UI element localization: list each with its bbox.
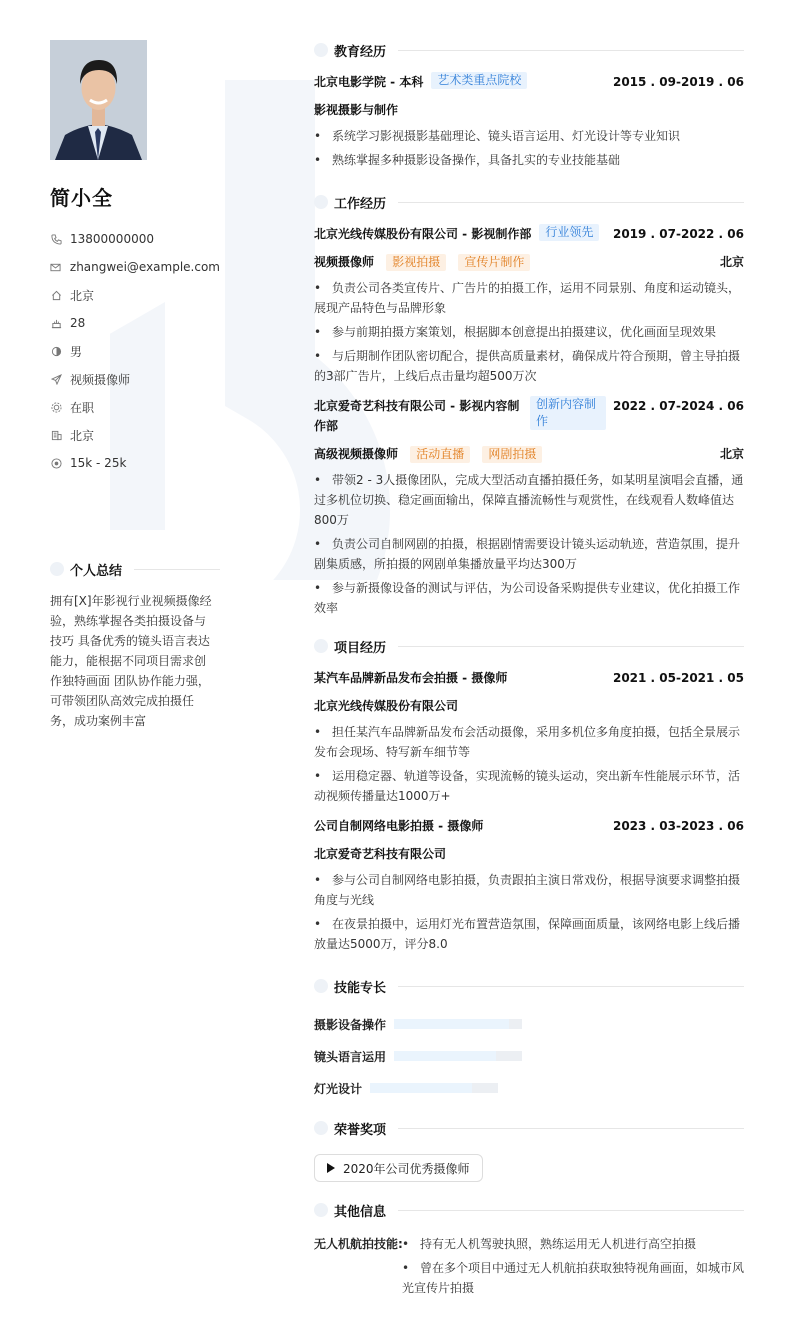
avatar: [50, 40, 147, 160]
salary-text: 15k - 25k: [70, 456, 127, 470]
other-bullets: [402, 1234, 744, 1302]
project-company: 北京爱奇艺科技有限公司: [314, 847, 447, 861]
list-item: • 参与公司自制网络电影拍摄，负责跟拍主演日常戏份，根据导演要求调整拍摄角度与光线: [314, 870, 744, 910]
skill-level-fill: [394, 1019, 509, 1029]
skill-level-fill: [370, 1083, 472, 1093]
age-text: 28: [70, 316, 86, 330]
role-tag: 活动直播: [410, 446, 470, 463]
skills-list: [314, 1008, 744, 1104]
skills-section-title: 技能专长: [314, 974, 744, 998]
school-name: 北京电影学院 - 本科: [314, 75, 424, 89]
info-salary: [50, 449, 220, 477]
work-bullets: [314, 470, 744, 618]
phone-icon: [50, 233, 62, 245]
skill-level-bar: [394, 1019, 522, 1029]
job-city: 北京: [719, 255, 744, 269]
job-role: 视频摄像师: [314, 255, 375, 269]
play-icon: [327, 1163, 335, 1173]
school-tag: 艺术类重点院校: [431, 72, 527, 89]
job-role: 高级视频摄像师: [314, 447, 399, 461]
list-item: • 参与前期拍摄方案策划，根据脚本创意提出拍摄建议，优化画面呈现效果: [314, 322, 744, 342]
location-text: 北京: [70, 428, 95, 443]
section-dot-icon: [314, 1203, 328, 1217]
list-item: • 带领2 - 3人摄像团队，完成大型活动直播拍摄任务，如某明星演唱会直播，通过多机位切换、稳定画面输出，保障直播流畅性与观赏性，在线观看人数峰值达800万: [314, 470, 744, 530]
other-info: [314, 1234, 744, 1302]
other-section-title: 其他信息: [314, 1198, 744, 1222]
cake-icon: [50, 317, 62, 329]
company-name: 北京爱奇艺科技有限公司 - 影视内容制作部: [314, 399, 520, 433]
status-text: 在职: [70, 400, 95, 415]
section-dot-icon: [314, 1121, 328, 1135]
left-column: [50, 40, 220, 731]
skill-item: [314, 1008, 535, 1040]
list-item: • 持有无人机驾驶执照，熟练运用无人机进行高空拍摄: [402, 1234, 744, 1254]
skill-item: [314, 1040, 535, 1072]
education-date: 2015 . 09-2019 . 06: [612, 75, 744, 89]
project-entry: [314, 816, 744, 954]
other-section: [314, 1198, 744, 1302]
email-text: zhangwei@example.com: [69, 260, 220, 274]
work-date: 2022 . 07-2024 . 06: [612, 399, 744, 413]
work-entry: [314, 224, 744, 386]
section-dot-icon: [50, 562, 64, 576]
project-name: 某汽车品牌新品发布会拍摄 - 摄像师: [314, 671, 508, 685]
gender-text: 男: [70, 344, 83, 359]
job-city: 北京: [719, 447, 744, 461]
list-item: • 在夜景拍摄中，运用灯光布置营造氛围，保障画面质量，该网络电影上线后播放量达5000万，评分8.0: [314, 914, 744, 954]
skill-name: 摄影设备操作: [314, 1017, 387, 1032]
company-name: 北京光线传媒股份有限公司 - 影视制作部: [314, 227, 532, 241]
company-tag: 行业领先: [539, 224, 599, 241]
project-name: 公司自制网络电影拍摄 - 摄像师: [314, 819, 484, 833]
summary-text: 拥有[X]年影视行业视频摄像经验，熟练掌握各类拍摄设备与技巧 具备优秀的镜头语言表达能力，能根据不同项目需求创作独特画面 团队协作能力强，可带领团队高效完成拍摄任务，成功案例丰富: [50, 594, 212, 728]
list-item: • 运用稳定器、轨道等设备，实现流畅的镜头运动，突出新车性能展示环节，活动视频传播量达1000万+: [314, 766, 744, 806]
info-status: [50, 393, 220, 421]
info-age: [50, 309, 220, 337]
list-item: • 负责公司自制网剧的拍摄，根据剧情需要设计镜头运动轨迹，营造氛围，提升剧集质感，所拍摄的网剧单集播放量平均达300万: [314, 534, 744, 574]
work-section: [314, 190, 744, 618]
info-email: [50, 253, 220, 281]
info-location: [50, 421, 220, 449]
skill-name: 灯光设计: [314, 1081, 363, 1096]
mail-icon: [50, 261, 62, 273]
awards-section-title: 荣誉奖项: [314, 1116, 744, 1140]
contact-info: [50, 225, 220, 477]
status-icon: [50, 401, 62, 413]
work-section-title: 工作经历: [314, 190, 744, 214]
skills-section: [314, 974, 744, 1104]
education-entry: [314, 72, 744, 170]
list-item: • 系统学习影视摄影基础理论、镜头语言运用、灯光设计等专业知识: [314, 126, 744, 146]
project-bullets: [314, 870, 744, 954]
candidate-name: 简小全: [50, 186, 113, 210]
city-text: 北京: [70, 288, 95, 303]
list-item: • 参与新摄像设备的测试与评估，为公司设备采购提供专业建议，优化拍摄工作效率: [314, 578, 744, 618]
project-date: 2023 . 03-2023 . 06: [612, 819, 744, 833]
skill-level-bar: [394, 1051, 522, 1061]
section-dot-icon: [314, 43, 328, 57]
role-tag: 宣传片制作: [458, 254, 530, 271]
list-item: • 担任某汽车品牌新品发布会活动摄像，采用多机位多角度拍摄，包括全景展示发布会现场、特写新车细节等: [314, 722, 744, 762]
role-tag: 影视拍摄: [386, 254, 446, 271]
work-bullets: [314, 278, 744, 386]
awards-section: [314, 1116, 744, 1182]
skill-level-fill: [394, 1051, 496, 1061]
education-bullets: [314, 126, 744, 170]
summary-section-title: 个人总结: [50, 557, 220, 581]
gender-icon: [50, 345, 62, 357]
work-entry: [314, 396, 744, 618]
skill-item: [314, 1072, 535, 1104]
section-dot-icon: [314, 195, 328, 209]
position-text: 视频摄像师: [70, 372, 131, 387]
role-tag: 网剧拍摄: [482, 446, 542, 463]
project-entry: [314, 668, 744, 806]
award-text: 2020年公司优秀摄像师: [343, 1161, 470, 1176]
list-item: • 熟练掌握多种摄影设备操作，具备扎实的专业技能基础: [314, 150, 744, 170]
info-position: [50, 365, 220, 393]
send-icon: [50, 373, 62, 385]
section-dot-icon: [314, 639, 328, 653]
education-section-title: 教育经历: [314, 38, 744, 62]
section-dot-icon: [314, 979, 328, 993]
project-company: 北京光线传媒股份有限公司: [314, 699, 459, 713]
project-date: 2021 . 05-2021 . 05: [612, 671, 744, 685]
list-item: • 曾在多个项目中通过无人机航拍获取独特视角画面，如城市风光宣传片拍摄: [402, 1258, 744, 1298]
list-item: • 与后期制作团队密切配合，提供高质量素材，确保成片符合预期，曾主导拍摄的3部广告片，上线后点击量均超500万次: [314, 346, 744, 386]
other-label: 无人机航拍技能:: [314, 1237, 403, 1251]
work-date: 2019 . 07-2022 . 06: [612, 227, 744, 241]
list-item: • 负责公司各类宣传片、广告片的拍摄工作，运用不同景别、角度和运动镜头，展现产品特色与品牌形象: [314, 278, 744, 318]
info-phone: [50, 225, 220, 253]
projects-section: [314, 634, 744, 954]
award-item[interactable]: [314, 1154, 483, 1182]
info-gender: [50, 337, 220, 365]
skill-name: 镜头语言运用: [314, 1049, 387, 1064]
project-bullets: [314, 722, 744, 806]
right-column: [314, 38, 744, 1308]
building-icon: [50, 429, 62, 441]
projects-section-title: 项目经历: [314, 634, 744, 658]
skill-level-bar: [370, 1083, 498, 1093]
salary-icon: [50, 457, 62, 469]
info-city: [50, 281, 220, 309]
phone-text: 13800000000: [70, 232, 154, 246]
home-icon: [50, 289, 62, 301]
major: 影视摄影与制作: [314, 103, 399, 117]
education-section: [314, 38, 744, 170]
company-tag: 创新内容制作: [530, 396, 606, 430]
